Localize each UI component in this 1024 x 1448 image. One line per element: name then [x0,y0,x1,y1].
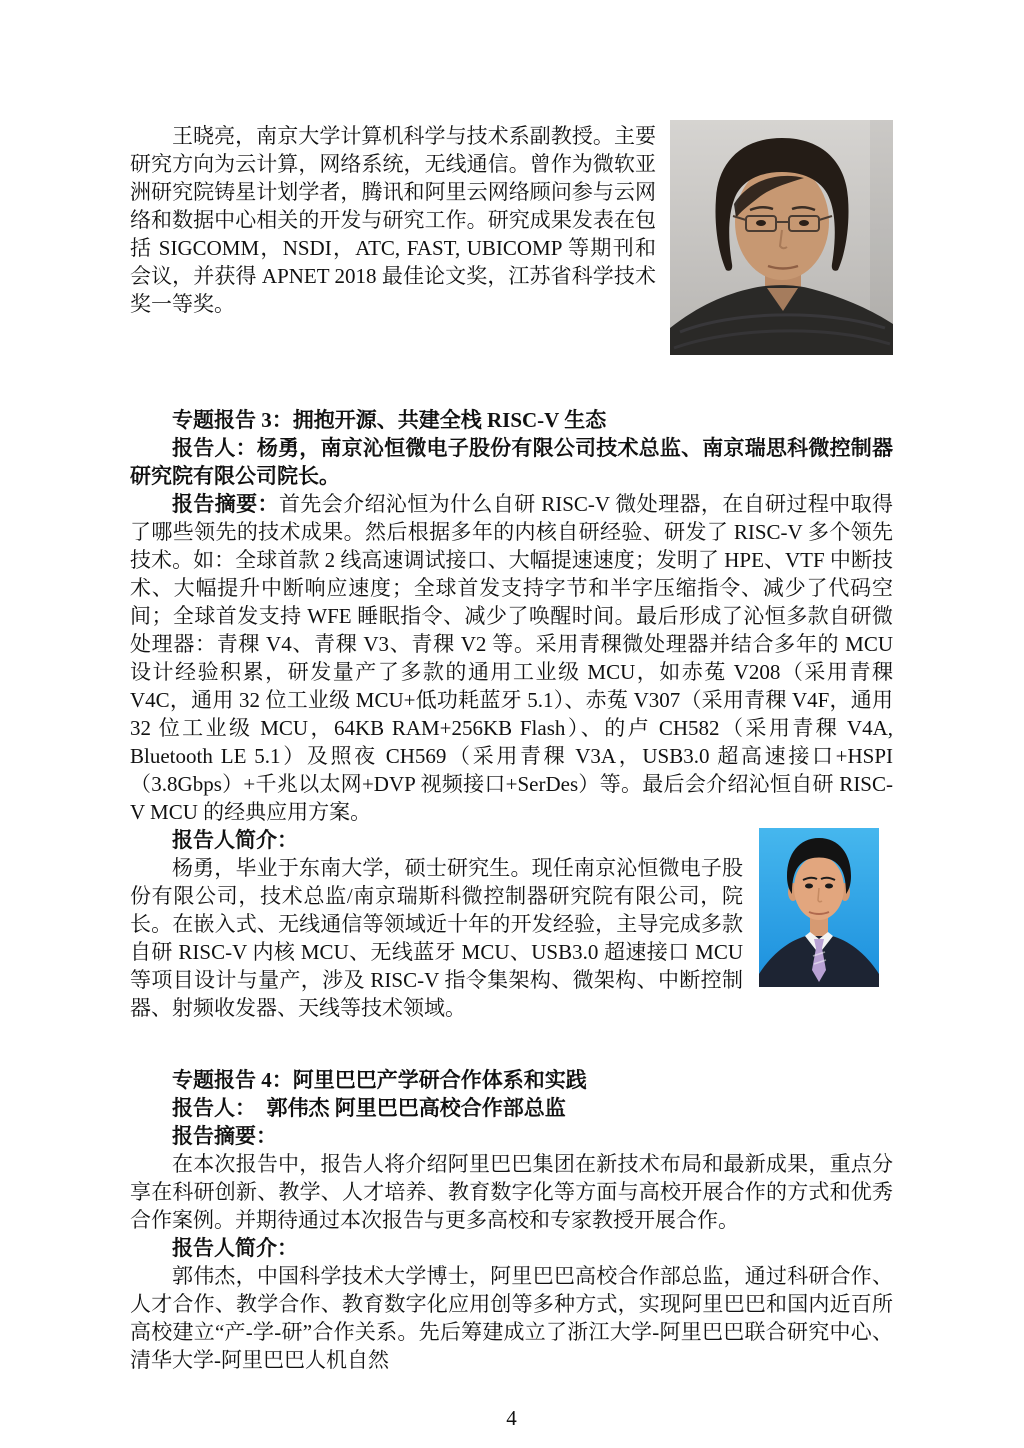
report3-abstract [130,490,893,826]
report3-title: 专题报告 3：拥抱开源、共建全栈 RISC-V 生态 [172,408,607,432]
page-number: 4 [506,1406,517,1430]
portrait-photo-1 [670,120,893,355]
portrait-photo-2-graphic [759,828,879,987]
report3-speaker-line: 报告人：杨勇，南京沁恒微电子股份有限公司技术总监、南京瑞思科微控制器研究院有限公司院长。 [130,436,893,488]
report3-bio-label: 报告人简介： [172,828,298,852]
report4-abstract-text: 在本次报告中，报告人将介绍阿里巴巴集团在新技术布局和最新成果，重点分享在科研创新、教学、人才培养、教育数字化等方面与高校开展合作的方式和优秀合作案例。并期待通过本次报告与更多高校和专家教授开展合作。 [130,1152,893,1232]
section-gap [130,365,893,406]
report3-abstract-text: 首先会介绍沁恒为什么自研 RISC-V 微处理器，在自研过程中取得了哪些领先的技术成果。然后根据多年的内核自研经验、研发了 RISC-V 多个领先技术。如：全球首款 2 线高速调试接口、大幅提速速度；发明了 HPE、VTF 中断技术、大幅提升中断响应速度；全球首发支持字节和半字压缩指令、减少了代码空间；全球首发支持 WFE 睡眠指令、减少了唤醒时间。最后形成了沁恒多款自研微处理器：青稞 V4、青稞 V3、青稞 V2 等。采用青稞微处理器并结合多年的 MCU 设计经验积累，研发量产了多款的通用工业级 MCU，如赤菟 V208（采用青稞 V4C，通用 32 位工业级 MCU+低功耗蓝牙 5.1）、赤菟 V307（采用青稞 V4F，通用 32 位工业级 MCU，64KB RAM+256KB Flash）、的卢 CH582（采用青稞 V4A, Bluetooth LE 5.1）及照夜 CH569（采用青稞 V3A，USB3.0 超高速接口+HSPI（3.8Gbps）+千兆以太网+DVP 视频接口+SerDes）等。最后会介绍沁恒自研 RISC-V MCU 的经典应用方案。 [130,492,894,824]
report4-title: 专题报告 4：阿里巴巴产学研合作体系和实践 [172,1068,587,1092]
report4-abstract-label: 报告摘要： [172,1124,277,1148]
report4-section [130,1066,893,1374]
portrait-photo-2 [759,828,879,987]
report3-section [130,406,893,1022]
intro-paragraph: 王晓亮，南京大学计算机科学与技术系副教授。主要研究方向为云计算，网络系统，无线通信。曾作为微软亚洲研究院铸星计划学者，腾讯和阿里云网络顾问参与云网络和数据中心相关的开发与研究工作。研究成果发表在包括 SIGCOMM，NSDI，ATC, FAST, UBICOMP 等期刊和会议，并获得 APNET 2018 最佳论文奖，江苏省科学技术奖一等奖。 [130,124,656,316]
intro-section [130,122,893,318]
report4-speaker-line: 报告人： 郭伟杰 阿里巴巴高校合作部总监 [172,1096,566,1120]
report3-abstract-label: 报告摘要： [172,492,279,516]
section-gap [130,1022,893,1066]
report3-bio-block [130,826,893,1022]
portrait-photo-1-graphic [670,120,893,355]
report3-bio-text: 杨勇，毕业于东南大学，硕士研究生。现任南京沁恒微电子股份有限公司，技术总监/南京瑞斯科微控制器研究院有限公司，院长。在嵌入式、无线通信等领域近十年的开发经验，主导完成多款自研 RISC-V 内核 MCU、无线蓝牙 MCU、USB3.0 超速接口 MCU 等项目设计与量产，涉及 RISC-V 指令集架构、微架构、中断控制器、射频收发器、天线等技术领域。 [130,856,743,1020]
report4-bio-label: 报告人简介： [172,1236,298,1260]
report4-bio-text: 郭伟杰，中国科学技术大学博士，阿里巴巴高校合作部总监，通过科研合作、人才合作、教学合作、教育数字化应用创等多种方式，实现阿里巴巴和国内近百所高校建立“产-学-研”合作关系。先后筹建成立了浙江大学-阿里巴巴联合研究中心、清华大学-阿里巴巴人机自然 [130,1264,893,1372]
